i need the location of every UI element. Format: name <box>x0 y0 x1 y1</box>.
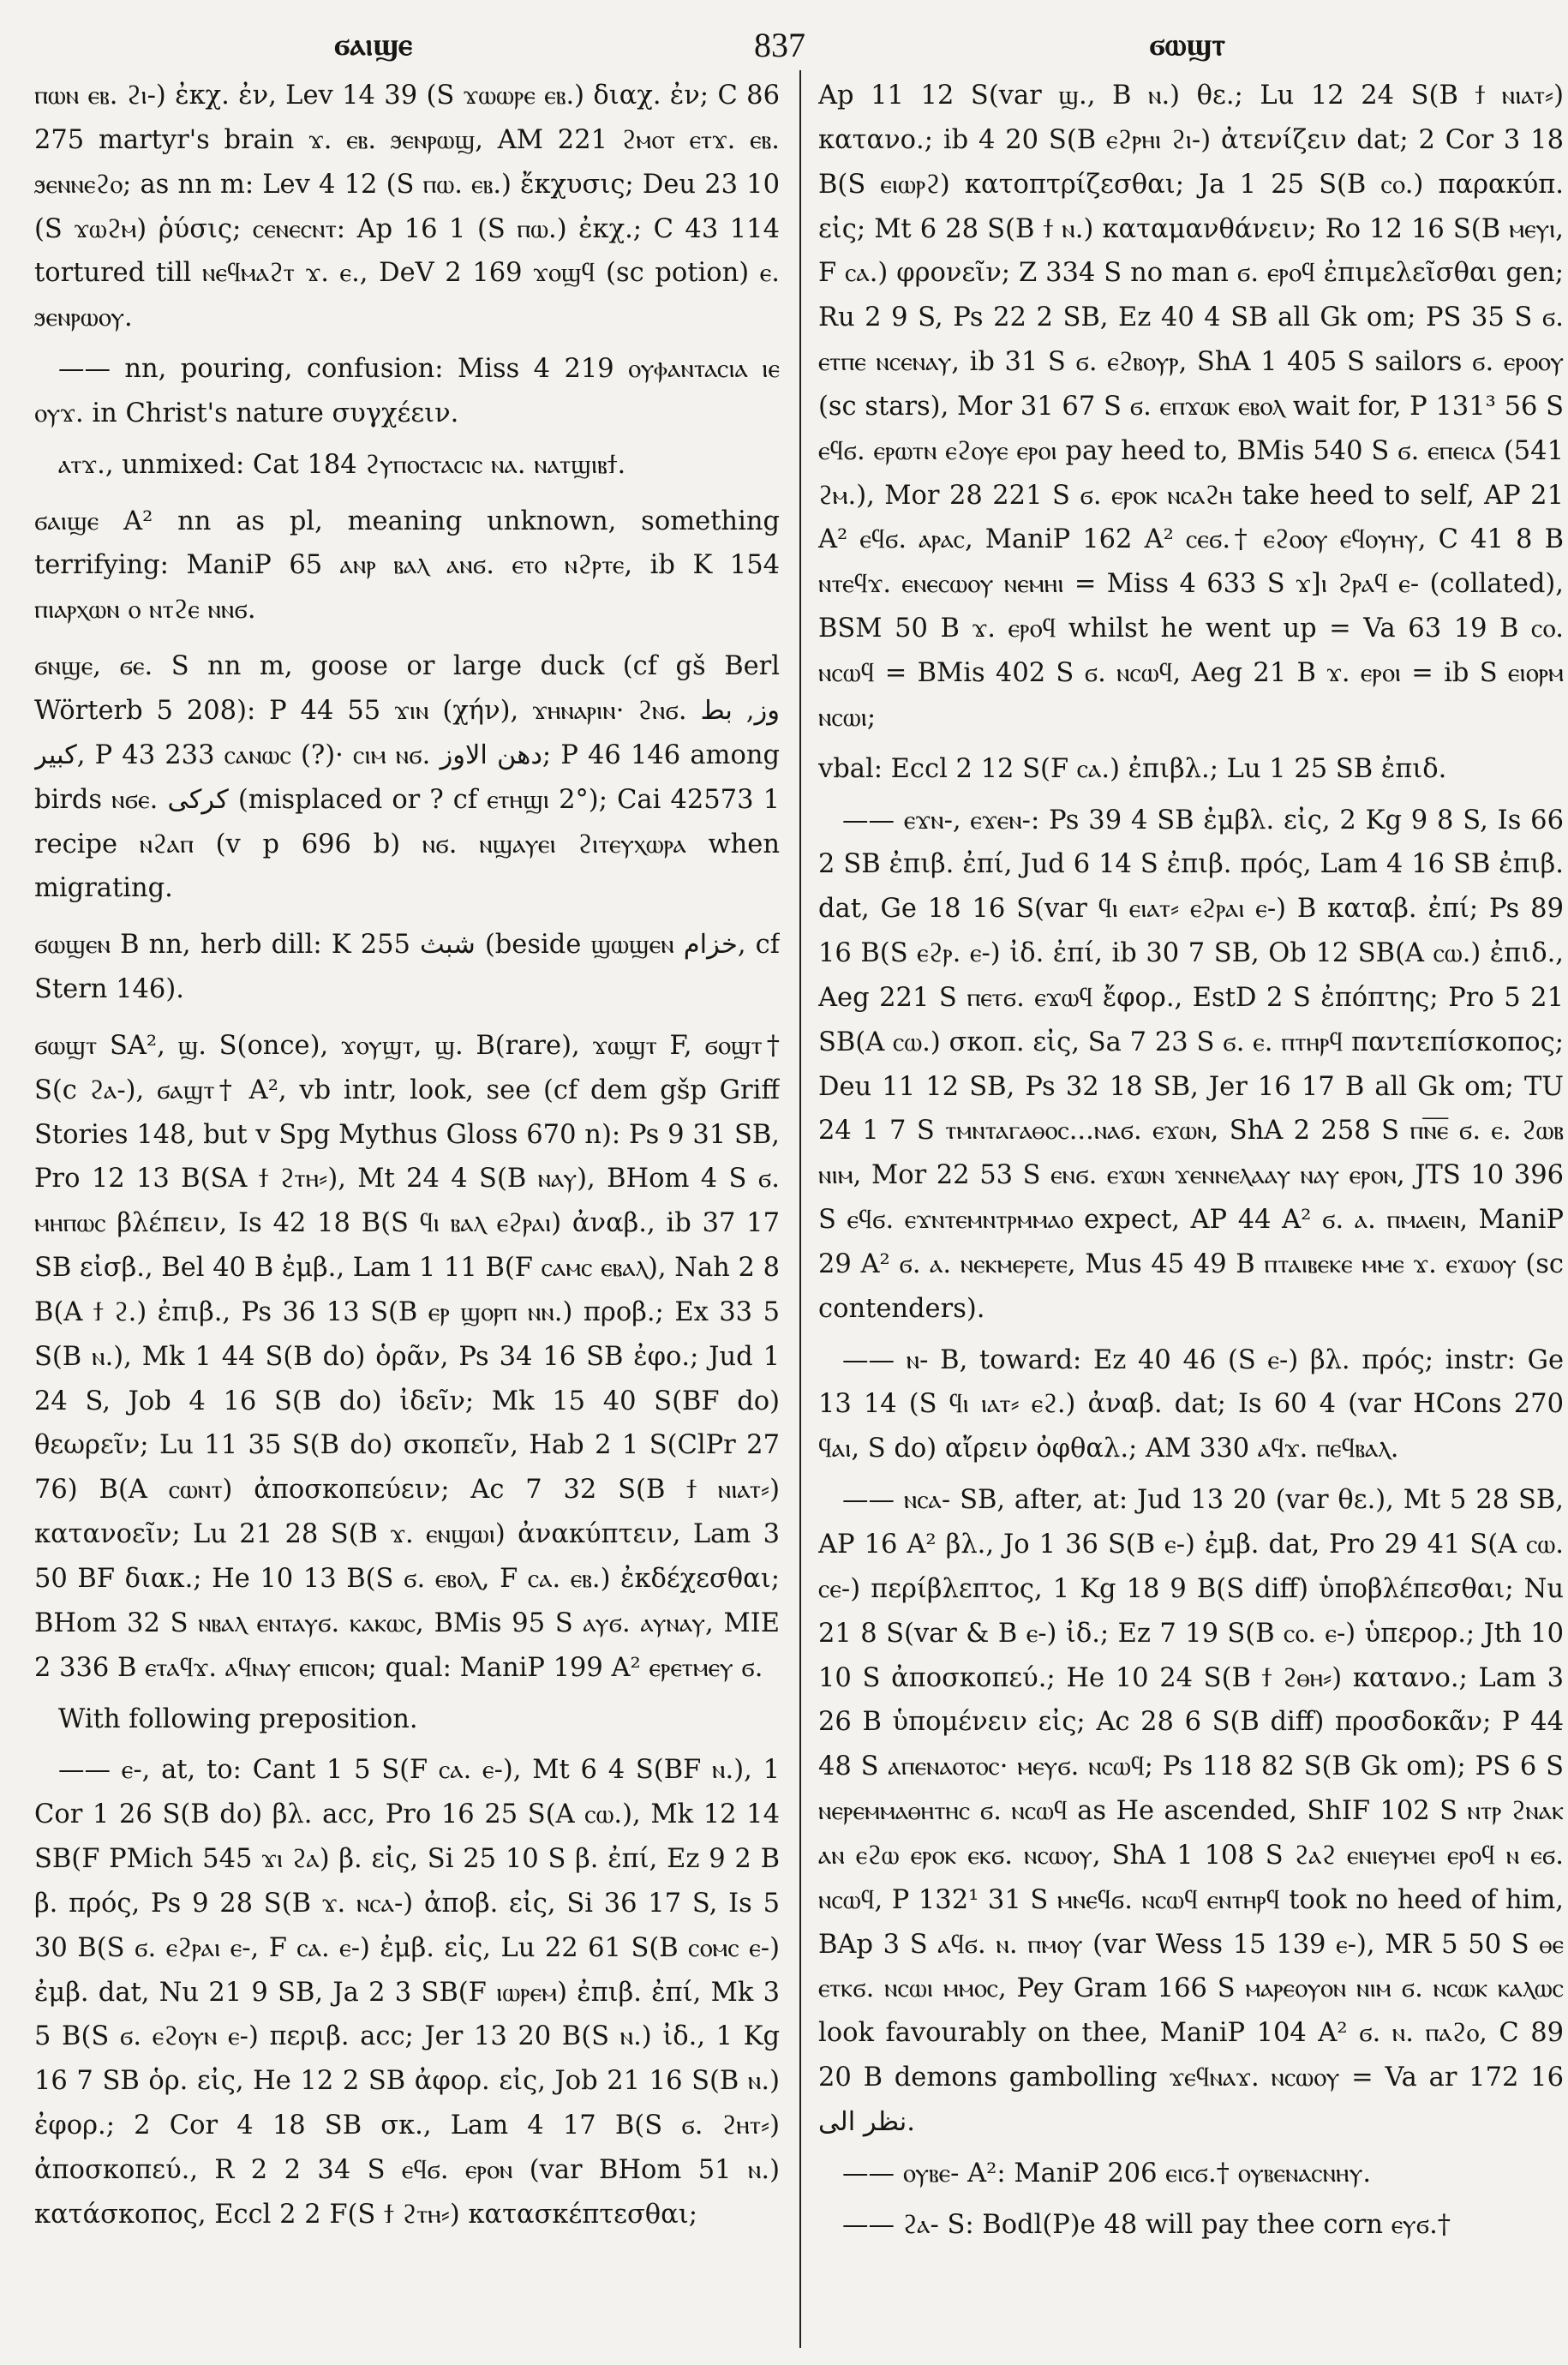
entry-paragraph: ϭⲁⲓϣⲉ A² nn as pl, meaning unknown, something terrifying: ManiP 65 ⲁⲛⲣ ⲃⲁⲗ ⲁⲛϭ. ⲉⲧⲟ ⲛϩⲣⲧⲉ, ib K 154 ⲡⲓⲁⲣⲭⲱⲛ ⲟ ⲛⲧϩⲉ ⲛⲛϭ. <box>34 506 780 626</box>
right-running-headword: ϭⲱϣⲧ <box>1149 27 1225 62</box>
left-running-headword: ϭⲁⲓϣⲉ <box>334 27 413 62</box>
entry-paragraph: ϭⲱϣⲧ SA², ϣ. S(once), ϫⲟⲩϣⲧ, ϣ. B(rare), ϫⲱϣⲧ F, ϭⲟϣⲧ† S(c ϩⲁ-), ϭⲁϣⲧ† A², vb intr, look, see (cf dem gšp Griff Stories 148, but v Spg Mythus Gloss 670 n): Ps 9 31 SB, Pro 12 13 B(SA ϯ ϩⲧⲏ⸗), Mt 24 4 S(B ⲛⲁⲩ), BHom 4 S ϭ. ⲙⲏⲡⲱⲥ βλέπειν, Is 42 18 B(S ϥⲓ ⲃⲁⲗ ⲉϩⲣⲁⲓ) ἀναβ., ib 37 17 SB εἰσβ., Bel 40 B ἐμβ., Lam 1 11 B(F ⲥⲁⲙⲥ ⲉⲃⲁⲗ), Nah 2 8 B(A ϯ ϩ.) ἐπιβ., Ps 36 13 S(B ⲉⲣ ϣⲟⲣⲡ ⲛⲛ.) προβ.; Ex 33 5 S(B ⲛ.), Mk 1 44 S(B do) ὁρᾶν, Ps 34 16 SB ἐφο.; Jud 1 24 S, Job 4 16 S(B do) ἰδεῖν; Mk 15 40 S(BF do) θεωρεῖν; Lu 11 35 S(B do) σκοπεῖν, Hab 2 1 S(ClPr 27 76) B(A ⲥⲱⲛⲧ) ἀποσκοπεύειν; Ac 7 32 S(B ϯ ⲛⲓⲁⲧ⸗) κατανοεῖν; Lu 21 28 S(B ϫ. ⲉⲛϣⲱⲓ) ἀνακύπτειν, Lam 3 50 BF διακ.; He 10 13 B(S ϭ. ⲉⲃⲟⲗ, F ⲥⲁ. ⲉⲃ.) ἐκδέχεσθαι; BHom 32 S ⲛⲃⲁⲗ ⲉⲛⲧⲁⲩϭ. ⲕⲁⲕⲱⲥ, BMis 95 S ⲁⲩϭ. ⲁⲩⲛⲁⲩ, MIE 2 336 B ⲉⲧⲁϥϫ. ⲁϥⲛⲁⲩ ⲉⲡⲓⲥⲟⲛ; qual: ManiP 199 A² ⲉⲣⲉⲧⲙⲉⲩ ϭ. <box>34 1030 780 1683</box>
sub-entry-paragraph: —— nn, pouring, confusion: Miss 4 219 ⲟⲩⲫⲁⲛⲧⲁⲥⲓⲁ ⲓⲉ ⲟⲩϫ. in Christ's nature συγχέειν. <box>34 354 780 428</box>
entry-paragraph: vbal: Eccl 2 12 S(F ⲥⲁ.) ἐπιβλ.; Lu 1 25 SB ἐπιδ. <box>818 753 1447 784</box>
sub-entry-paragraph: —— ⲛⲥⲁ- SB, after, at: Jud 13 20 (var θε.), Mt 5 28 SB, AP 16 A² βλ., Jo 1 36 S(B ⲉ-) ἐμβ. dat, Pro 29 41 S(A ⲥⲱ. ⲥⲉ-) περίβλεπτος, 1 Kg 18 9 B(S diff) ὑποβλέπεσθαι; Nu 21 8 S(var & B ⲉ-) ἰδ.; Ez 7 19 S(B ⲥⲟ. ⲉ-) ὑπερορ.; Jth 10 10 S ἀποσκοπεύ.; He 10 24 S(B ϯ ϩⲑⲏ⸗) κατανο.; Lam 3 26 B ὑπομένειν εἰς; Ac 28 6 S(B diff) προσδοκᾶν; P 44 48 S ⲁⲡⲉⲛⲁⲟⲧⲟⲥ· ⲙⲉⲩϭ. ⲛⲥⲱϥ; Ps 118 82 S(B Gk om); PS 6 S ⲛⲉⲣⲉⲙⲙⲁⲑⲏⲧⲏⲥ ϭ. ⲛⲥⲱϥ as He ascended, ShIF 102 S ⲛⲧⲣ ϩⲛⲁⲕ ⲁⲛ ⲉϩⲱ ⲉⲣⲟⲕ ⲉⲕϭ. ⲛⲥⲱⲟⲩ, ShA 1 108 S ϩⲁϩ ⲉⲛⲓⲉⲩⲙⲉⲓ ⲉⲣⲟϥ ⲛ ⲉϭ. ⲛⲥⲱϥ, P 132¹ 31 S ⲙⲛⲉϥϭ. ⲛⲥⲱϥ ⲉⲛⲧⲏⲣϥ took no heed of him, BAp 3 S ⲁϥϭ. ⲛ. ⲡⲙⲟⲩ (var Wess 15 139 ⲉ-), MR 5 50 S ⲑⲉ ⲉⲧⲕϭ. ⲛⲥⲱⲓ ⲙⲙⲟⲥ, Pey Gram 166 S ⲙⲁⲣⲉⲟⲩⲟⲛ ⲛⲓⲙ ϭ. ⲛⲥⲱⲕ ⲕⲁⲗⲱⲥ look favourably on thee, ManiP 104 A² ϭ. ⲛ. ⲡⲁϩⲟ, C 89 20 B demons gambolling ϫⲉϥⲛⲁϫ. ⲛⲥⲱⲟⲩ = Va ar 172 16 نظر الى. <box>818 1485 1564 2137</box>
sub-entry-paragraph: ⲁⲧϫ., unmixed: Cat 184 ϩⲩⲡⲟⲥⲧⲁⲥⲓⲥ ⲛⲁ. ⲛⲁⲧϣⲓⲃϯ. <box>58 449 626 480</box>
plain-paragraph: With following preposition. <box>58 1703 418 1734</box>
column-divider <box>799 70 801 2348</box>
sub-entry-paragraph: —— ⲛ- B, toward: Ez 40 46 (S ⲉ-) βλ. πρός; instr: Ge 13 14 (S ϥⲓ ⲓⲁⲧ⸗ ⲉϩ.) ἀναβ. dat; Is 60 4 (var HCons 270 ϥⲁⲓ, S do) αἴρειν ὀφθαλ.; AM 330 ⲁϥϫ. ⲡⲉϥⲃⲁⲗ. <box>818 1344 1564 1464</box>
page-header <box>51 19 1517 70</box>
right-column <box>818 74 1564 2344</box>
page-number: 837 <box>754 25 805 64</box>
left-column <box>34 74 780 2344</box>
sub-entry-paragraph: —— ⲉϫⲛ-, ⲉϫⲉⲛ-: Ps 39 4 SB ἐμβλ. εἰς, 2 Kg 9 8 S, Is 66 2 SB ἐπιβ. ἐπί, Jud 6 14 S ἐπιβ. πρός, Lam 4 16 SB ἐπιβ. dat, Ge 18 16 S(var ϥⲓ ⲉⲓⲁⲧ⸗ ⲉϩⲣⲁⲓ ⲉ-) B καταβ. ἐπί; Ps 89 16 B(S ⲉϩⲣ. ⲉ-) ἰδ. ἐπί, ib 30 7 SB, Ob 12 SB(A ⲥⲱ.) ἐπιδ., Aeg 221 S ⲡⲉⲧϭ. ⲉϫⲱϥ ἔφορ., EstD 2 S ἐπόπτης; Pro 5 21 SB(A ⲥⲱ.) σκοπ. εἰς, Sa 7 23 S ϭ. ⲉ. ⲡⲧⲏⲣϥ παντεπίσκοπος; Deu 11 12 SB, Ps 32 18 SB, Jer 16 17 B all Gk om; TU 24 1 7 S ⲧⲙⲛⲧⲁⲅⲁⲑⲟⲥ...ⲛⲁϭ. ⲉϫⲱⲛ, ShA 2 258 S ⲡⲛ̅ⲉ̅ ϭ. ⲉ. ϩⲱⲃ ⲛⲓⲙ, Mor 22 53 S ⲉⲛϭ. ⲉϫⲱⲛ ϫⲉⲛⲛⲉⲗⲁⲁⲩ ⲛⲁⲩ ⲉⲣⲟⲛ, JTS 10 396 S ⲉϥϭ. ⲉϫⲛⲧⲉⲙⲛⲧⲣⲙⲙⲁⲟ expect, AP 44 A² ϭ. ⲁ. ⲡⲙⲁⲉⲓⲛ, ManiP 29 A² ϭ. ⲁ. ⲛⲉⲕⲙⲉⲣⲉⲧⲉ, Mus 45 49 B ⲡⲧⲁⲓⲃⲉⲕⲉ ⲙⲙⲉ ϫ. ⲉϫⲱⲟⲩ (sc contenders). <box>818 805 1564 1324</box>
entry-paragraph: ⲡⲱⲛ ⲉⲃ. ϩⲓ-) ἐκχ. ἐν, Lev 14 39 (S ϫⲱⲱⲣⲉ ⲉⲃ.) διαχ. ἐν; C 86 275 martyr's brain ϫ. ⲉⲃ. ϧⲉⲛⲣⲱϣ, AM 221 ϩⲙⲟⲧ ⲉⲧϫ. ⲉⲃ. ϧⲉⲛⲛⲉϩⲟ; as nn m: Lev 4 12 (S ⲡⲱ. ⲉⲃ.) ἔκχυσις; Deu 23 10 (S ϫⲱϩⲙ) ῥύσις; ⲥⲉⲛⲉⲥⲛⲧ: Ap 16 1 (S ⲡⲱ.) ἐκχ.; C 43 114 tortured till ⲛⲉϥⲙⲁϩⲧ ϫ. ⲉ., DeV 2 169 ϫⲟϣϥ (sc potion) ⲉ. ϧⲉⲛⲣⲱⲟⲩ. <box>34 81 780 333</box>
entry-paragraph: Ap 11 12 S(var ϣ., B ⲛ.) θε.; Lu 12 24 S(B ϯ ⲛⲓⲁⲧ⸗) κατανο.; ib 4 20 S(B ⲉϩⲣⲏⲓ ϩⲓ-) ἀτενίζειν dat; 2 Cor 3 18 B(S ⲉⲓⲱⲣϩ) κατοπτρίζεσθαι; Ja 1 25 S(B ⲥⲟ.) παρακύπ. εἰς; Mt 6 28 S(B ϯ ⲛ.) καταμανθάνειν; Ro 12 16 S(B ⲙⲉⲩⲓ, F ⲥⲁ.) φρονεῖν; Z 334 S no man ϭ. ⲉⲣⲟϥ ἐπιμελεῖσθαι gen; Ru 2 9 S, Ps 22 2 SB, Ez 40 4 SB all Gk om; PS 35 S ϭ. ⲉⲧⲡⲉ ⲛⲥⲉⲛⲁⲩ, ib 31 S ϭ. ⲉϩⲃⲟⲩⲣ, ShA 1 405 S sailors ϭ. ⲉⲣⲟⲟⲩ (sc stars), Mor 31 67 S ϭ. ⲉⲡϫⲱⲕ ⲉⲃⲟⲗ wait for, P 131³ 56 S ⲉϥϭ. ⲉⲣⲱⲧⲛ ⲉϩⲟⲩⲉ ⲉⲣⲟⲓ pay heed to, BMis 540 S ϭ. ⲉⲡⲉⲓⲥⲁ (541 ϩⲙ.), Mor 28 221 S ϭ. ⲉⲣⲟⲕ ⲛⲥⲁϩⲏ take heed to self, AP 21 A² ⲉϥϭ. ⲁⲣⲁⲥ, ManiP 162 A² ⲥⲉϭ.† ⲉϩⲟⲟⲩ ⲉϥⲟⲩⲏⲩ, C 41 8 B ⲛⲧⲉϥϫ. ⲉⲛⲉⲥⲱⲟⲩ ⲛⲉⲙⲏⲓ = Miss 4 633 S ϫ]ⲓ ϩⲣⲁϥ ⲉ- (collated), BSM 50 B ϫ. ⲉⲣⲟϥ whilst he went up = Va 63 19 B ⲥⲟ. ⲛⲥⲱϥ = BMis 402 S ϭ. ⲛⲥⲱϥ, Aeg 21 B ϫ. ⲉⲣⲟⲓ = ib S ⲉⲓⲟⲣⲙ ⲛⲥⲱⲓ; <box>818 81 1564 733</box>
sub-entry-paragraph: —— ⲉ-, at, to: Cant 1 5 S(F ⲥⲁ. ⲉ-), Mt 6 4 S(BF ⲛ.), 1 Cor 1 26 S(B do) βλ. acc, Pro 16 25 S(A ⲥⲱ.), Mk 12 14 SB(F PMich 545 ϫⲓ ϩⲁ) β. εἰς, Si 25 10 S β. ἐπί, Ez 9 2 B β. πρός, Ps 9 28 S(B ϫ. ⲛⲥⲁ-) ἀποβ. εἰς, Si 36 17 S, Is 5 30 B(S ϭ. ⲉϩⲣⲁⲓ ⲉ-, F ⲥⲁ. ⲉ-) ἐμβ. εἰς, Lu 22 61 S(B ⲥⲟⲙⲥ ⲉ-) ἐμβ. dat, Nu 21 9 SB, Ja 2 3 SB(F ⲓⲱⲣⲉⲙ) ἐπιβ. ἐπί, Mk 3 5 B(S ϭ. ⲉϩⲟⲩⲛ ⲉ-) περιβ. acc; Jer 13 20 B(S ⲛ.) ἰδ., 1 Kg 16 7 SB ὁρ. εἰς, He 12 2 SB ἀφορ. εἰς, Job 21 16 S(B ⲛ.) ἐφορ.; 2 Cor 4 18 SB σκ., Lam 4 17 B(S ϭ. ϩⲏⲧ⸗) ἀποσκοπεύ., R 2 2 34 S ⲉϥϭ. ⲉⲣⲟⲛ (var BHom 51 ⲛ.) κατάσκοπος, Eccl 2 2 F(S ϯ ϩⲧⲏ⸗) κατασκέπτεσθαι; <box>34 1755 780 2230</box>
sub-entry-paragraph: —— ⲟⲩⲃⲉ- A²: ManiP 206 ⲉⲓⲥϭ.† ⲟⲩⲃⲉⲛⲁⲥⲛⲏⲩ. <box>842 2158 1372 2188</box>
sub-entry-paragraph: —— ϩⲁ- S: Bodl(P)e 48 will pay thee corn ⲉⲩϭ.† <box>842 2209 1451 2240</box>
entry-paragraph: ϭⲛϣⲉ, ϭⲉ. S nn m, goose or large duck (cf gš Berl Wörterb 5 208): P 44 55 ϫⲓⲛ (χήν), ϫⲏⲛⲁⲣⲓⲛ· ϩⲛϭ. وز, بط كبير, P 43 233 ⲥⲁⲛⲱⲥ (?)· ⲥⲓⲙ ⲛϭ. دهن الاوز; P 46 146 among birds ⲛϭⲉ. كركى (misplaced or ? cf ⲉⲧⲏϣⲓ 2°); Cai 42573 1 recipe ⲛϩⲁⲡ (v p 696 b) ⲛϭ. ⲛϣⲁⲩⲉⲓ ϩⲓⲧⲉⲩⲭⲱⲣⲁ when migrating. <box>34 651 780 904</box>
entry-paragraph: ϭⲱϣⲉⲛ B nn, herb dill: K 255 شبث (beside ϣⲱϣⲉⲛ خزام, cf Stern 146). <box>34 930 780 1005</box>
